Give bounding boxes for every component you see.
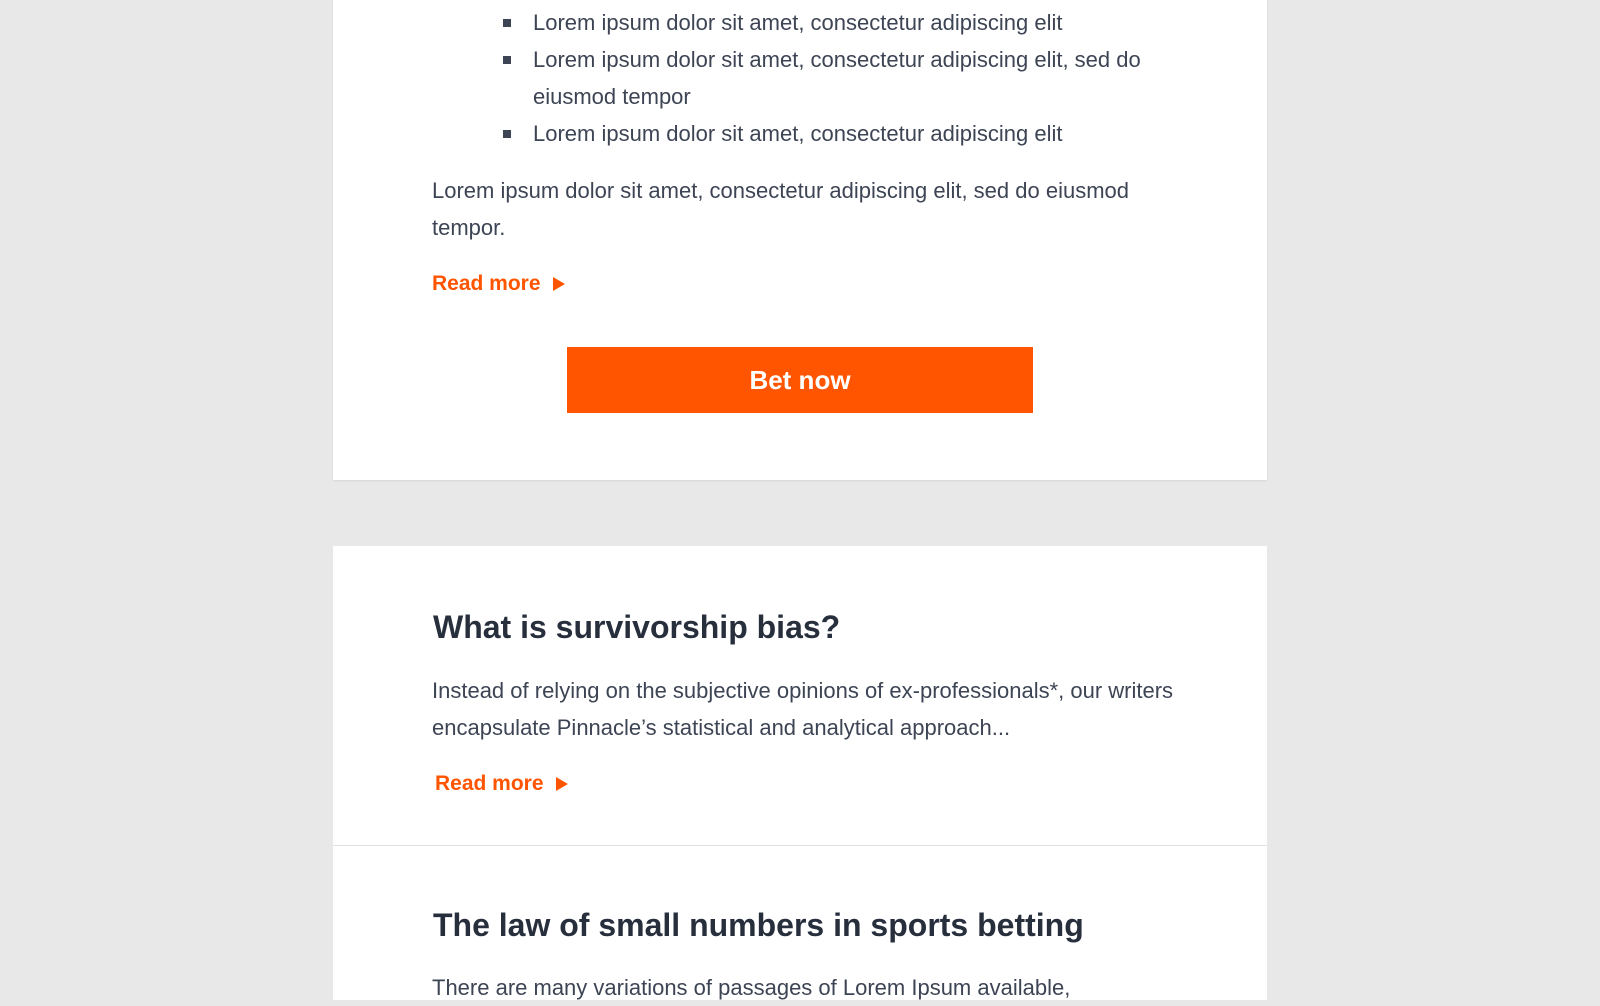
bullet-item: Lorem ipsum dolor sit amet, consectetur adipiscing elit [533, 4, 1183, 41]
promo-paragraph: Lorem ipsum dolor sit amet, consectetur adipiscing elit, sed do eiusmod tempor. [432, 178, 1130, 240]
bet-now-button[interactable]: Bet now [567, 347, 1033, 413]
play-arrow-icon [556, 777, 568, 791]
read-more-link[interactable] [432, 272, 565, 296]
article-title[interactable]: The law of small numbers in sports betting [433, 907, 1084, 943]
read-more-label: Read more [435, 772, 544, 795]
bullet-list [533, 4, 1183, 152]
bullet-item: Lorem ipsum dolor sit amet, consectetur adipiscing elit, sed do eiusmod tempor [533, 41, 1183, 115]
read-more-label: Read more [432, 272, 541, 295]
article-excerpt: There are many variations of passages of Lorem Ipsum available, [432, 975, 1071, 1000]
article-excerpt: Instead of relying on the subjective opinions of ex-professionals*, our writers encapsulate Pinnacle’s statistical and analytical approach... [432, 678, 1174, 740]
article-divider [333, 845, 1267, 846]
play-arrow-icon [553, 277, 565, 291]
read-more-link[interactable] [435, 772, 568, 796]
bullet-item: Lorem ipsum dolor sit amet, consectetur adipiscing elit [533, 115, 1183, 152]
article-title[interactable]: What is survivorship bias? [433, 609, 841, 645]
